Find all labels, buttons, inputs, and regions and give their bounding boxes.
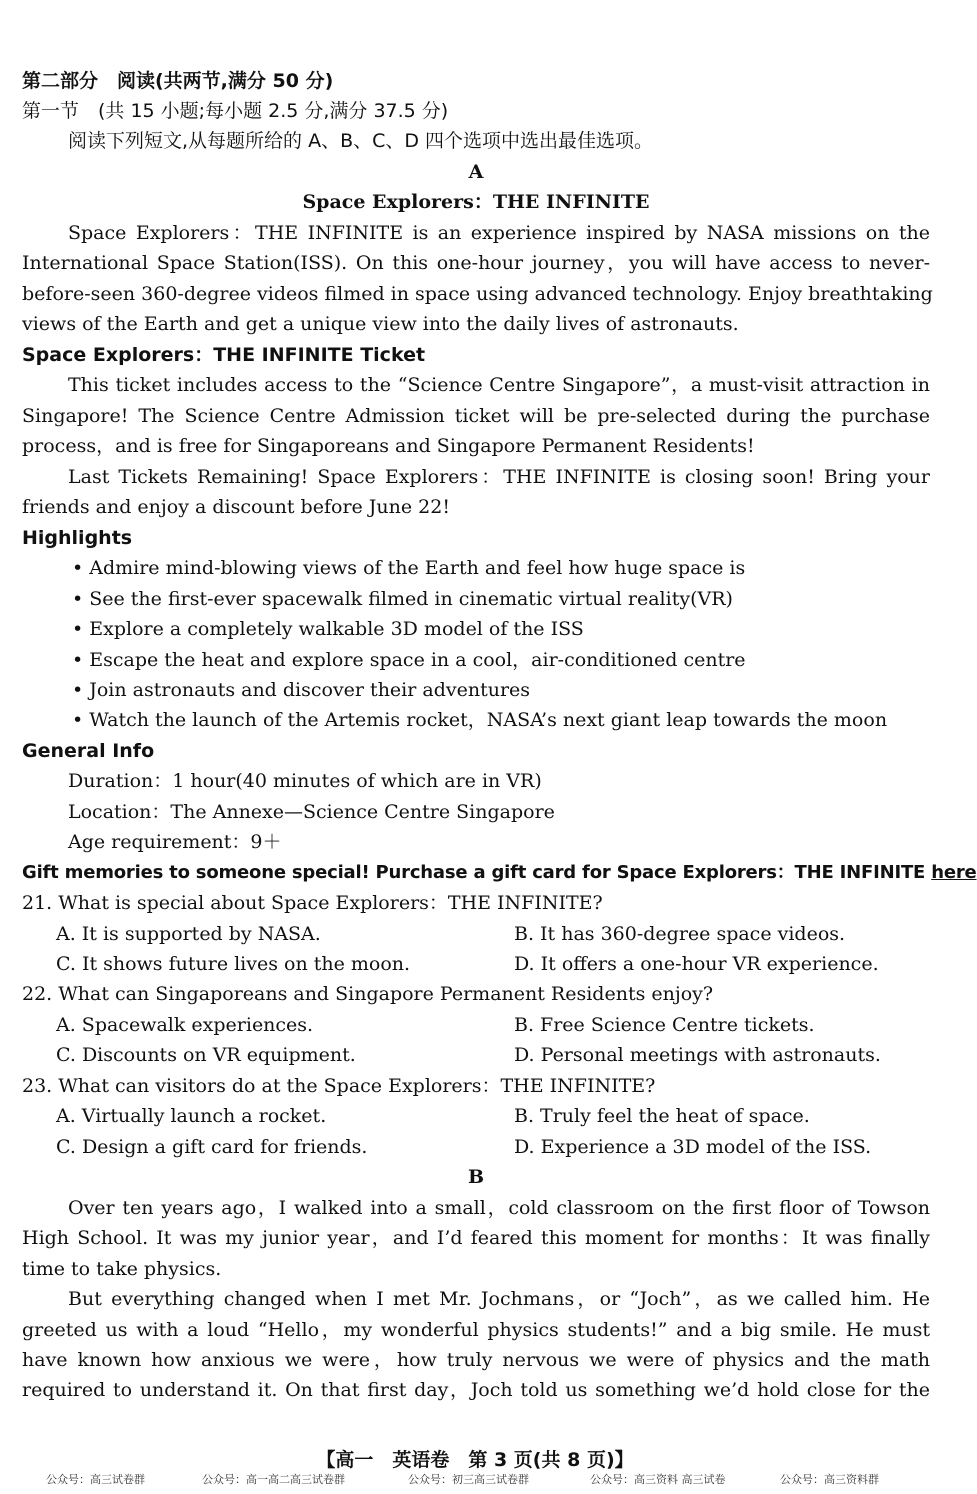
- passage-a-letter: A: [468, 161, 484, 183]
- ticket-line: friends and enjoy a discount before June 22!: [22, 496, 450, 518]
- gift-line: [22, 858, 977, 888]
- ticket-heading: Space Explorers：THE INFINITE Ticket: [22, 344, 426, 366]
- ticket-line: Last Tickets Remaining! Space Explorers：THE INFINITE is closing soon! Bring your: [68, 466, 930, 488]
- option: B. Free Science Centre tickets.: [514, 1014, 815, 1036]
- question-stem: 21. What is special about Space Explorers：THE INFINITE?: [22, 892, 603, 914]
- ticket-line: This ticket includes access to the “Science Centre Singapore”，a must-visit attraction in: [68, 374, 930, 396]
- option: C. It shows future lives on the moon.: [56, 953, 411, 975]
- option: A. It is supported by NASA.: [56, 923, 321, 945]
- option: D. Personal meetings with astronauts.: [514, 1044, 881, 1066]
- passage-b-line: time to take physics.: [22, 1258, 222, 1280]
- highlight-item: • Escape the heat and explore space in a cool，air-conditioned centre: [72, 649, 746, 671]
- option: B. It has 360-degree space videos.: [514, 923, 846, 945]
- ticket-line: Singapore! The Science Centre Admission ticket will be pre-selected during the purchase: [22, 405, 930, 427]
- option: A. Spacewalk experiences.: [56, 1014, 314, 1036]
- option: B. Truly feel the heat of space.: [514, 1105, 810, 1127]
- passage-b-line: High School. It was my junior year，and I’d feared this moment for months：It was finally: [22, 1227, 930, 1249]
- option: A. Virtually launch a rocket.: [56, 1105, 327, 1127]
- page-footer-title: 【高一 英语卷 第 3 页(共 8 页)】: [316, 1449, 634, 1471]
- part-heading: 第二部分 阅读(共两节,满分 50 分): [22, 70, 334, 92]
- section-heading: 第一节 (共 15 小题;每小题 2.5 分,满分 37.5 分): [22, 100, 449, 122]
- intro-line: before-seen 360-degree videos filmed in space using advanced technology. Enjoy breathtaking: [22, 283, 933, 305]
- option: D. It offers a one-hour VR experience.: [514, 953, 879, 975]
- info-item: Location：The Annexe—Science Centre Singapore: [68, 801, 555, 823]
- ticket-line: process，and is free for Singaporeans and Singapore Permanent Residents!: [22, 435, 755, 457]
- instruction: 阅读下列短文,从每题所给的 A、B、C、D 四个选项中选出最佳选项。: [68, 130, 654, 152]
- gift-card-link[interactable]: here: [931, 862, 977, 883]
- highlights-heading: Highlights: [22, 527, 133, 549]
- passage-b-line: Over ten years ago，I walked into a small，cold classroom on the first floor of Towson: [68, 1197, 930, 1219]
- footer-watermark: 公众号：高三试卷群: [46, 1473, 145, 1486]
- footer-watermark: 公众号：高三资料 高三试卷: [590, 1473, 726, 1486]
- intro-line: Space Explorers：THE INFINITE is an experience inspired by NASA missions on the: [68, 222, 930, 244]
- passage-b-letter: B: [467, 1166, 485, 1188]
- info-item: Age requirement：9＋: [68, 831, 282, 853]
- question-stem: 23. What can visitors do at the Space Explorers：THE INFINITE?: [22, 1075, 656, 1097]
- passage-b-line: have known how anxious we were，how truly nervous we were of physics and the math: [22, 1349, 930, 1371]
- passage-a-title: Space Explorers：THE INFINITE: [302, 191, 650, 213]
- highlight-item: • Watch the launch of the Artemis rocket，NASA’s next giant leap towards the moon: [72, 709, 888, 731]
- highlight-item: • Explore a completely walkable 3D model of the ISS: [72, 618, 584, 640]
- gift-text: Gift memories to someone special! Purchase a gift card for Space Explorers：THE INFINITE: [22, 862, 926, 883]
- passage-b-line: required to understand it. On that first day，Joch told us something we’d hold close for the: [22, 1379, 930, 1401]
- footer-watermark: 公众号：高三资料群: [780, 1473, 879, 1486]
- question-stem: 22. What can Singaporeans and Singapore Permanent Residents enjoy?: [22, 983, 714, 1005]
- intro-line: International Space Station(ISS). On this one-hour journey，you will have access to never-: [22, 252, 930, 274]
- passage-b-line: greeted us with a loud “Hello，my wonderful physics students!” and a big smile. He must: [22, 1319, 930, 1341]
- option: C. Discounts on VR equipment.: [56, 1044, 356, 1066]
- option: D. Experience a 3D model of the ISS.: [514, 1136, 872, 1158]
- footer-watermark: 公众号：高一高二高三试卷群: [202, 1473, 345, 1486]
- highlight-item: • See the first-ever spacewalk filmed in cinematic virtual reality(VR): [72, 588, 733, 610]
- option: C. Design a gift card for friends.: [56, 1136, 368, 1158]
- intro-line: views of the Earth and get a unique view into the daily lives of astronauts.: [22, 313, 739, 335]
- highlight-item: • Admire mind-blowing views of the Earth and feel how huge space is: [72, 557, 746, 579]
- info-item: Duration：1 hour(40 minutes of which are in VR): [68, 770, 542, 792]
- highlight-item: • Join astronauts and discover their adventures: [72, 679, 531, 701]
- passage-b-line: But everything changed when I met Mr. Jochmans，or “Joch”，as we called him. He: [68, 1288, 930, 1310]
- footer-watermark: 公众号：初三高三试卷群: [408, 1473, 529, 1486]
- info-heading: General Info: [22, 740, 155, 762]
